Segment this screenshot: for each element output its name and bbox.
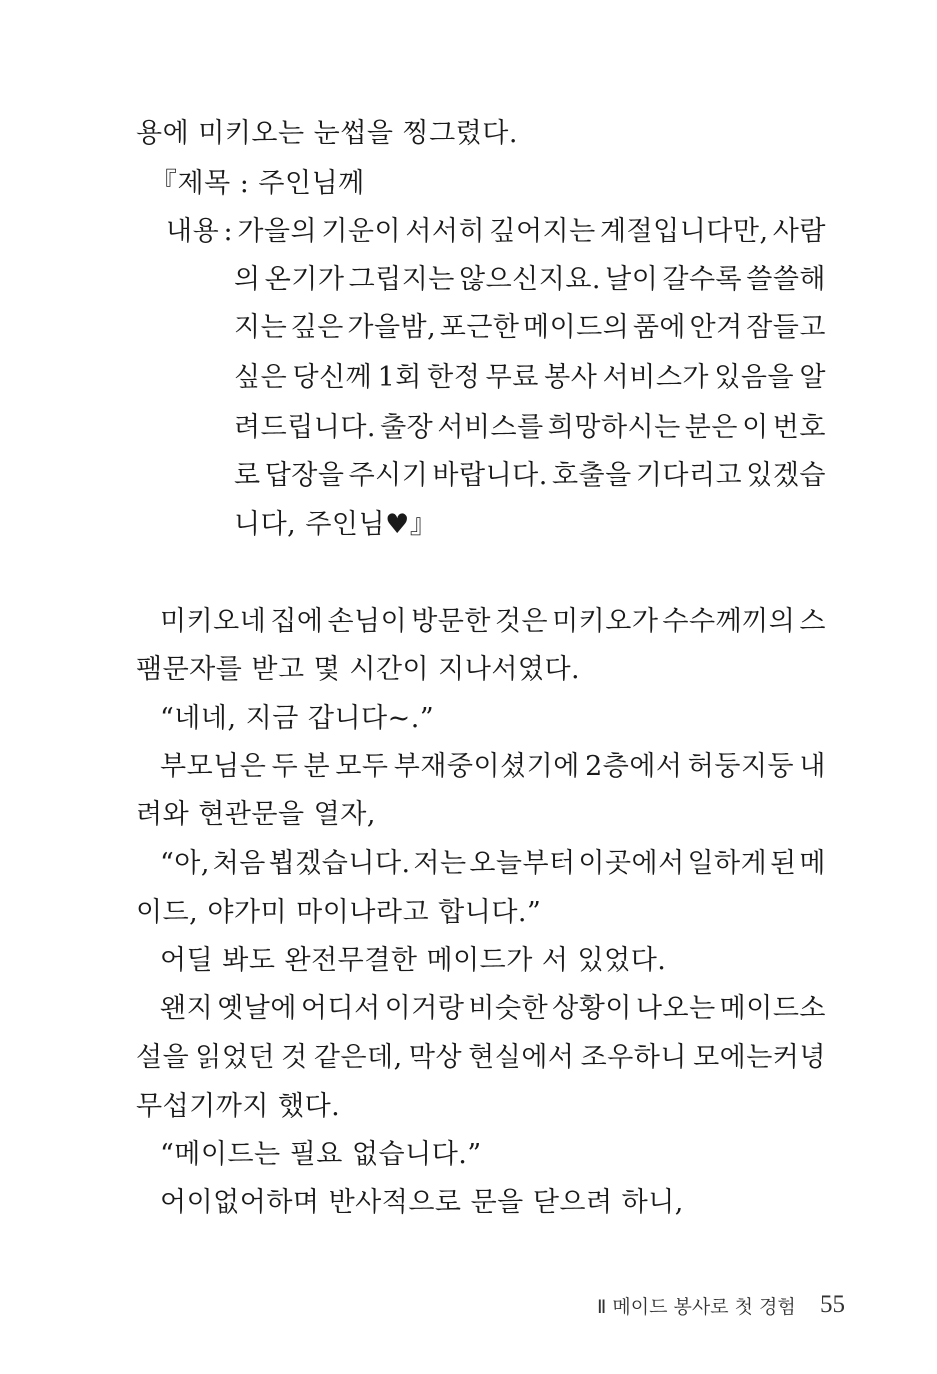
text-line-sms-content: 려드립니다. 출장 서비스를 희망하시는 분은 이 번호 [234,412,826,443]
text-line: 어이없어하며 반사적으로 문을 닫으려 하니, [160,1187,684,1218]
text-line: 미키오네 집에 손님이 방문한 것은 미키오가 수수께끼의 스 [160,606,826,637]
text-line: 팸문자를 받고 몇 시간이 지나서였다. [136,654,581,685]
text-line: 부모님은 두 분 모두 부재중이셨기에 2층에서 허둥지둥 내 [160,751,826,782]
text-line-dialogue: “네네, 지금 갑니다~.” [160,703,435,734]
text-line-sms-content: 싶은 당신께 1회 한정 무료 봉사 서비스가 있음을 알 [234,362,826,393]
text-line: 무섭기까지 했다. [136,1091,341,1122]
text-line-dialogue: 이드, 야가미 마이나라고 합니다.” [136,897,542,928]
text-line-sms-content: 지는 깊은 가을밤, 포근한 메이드의 품에 안겨 잠들고 [234,312,826,343]
text-line-sms-content: 내용 : 가을의 기운이 서서히 깊어지는 계절입니다만, 사람 [166,216,826,247]
text-line: 려와 현관문을 열자, [136,799,376,830]
text-line-dialogue: “아, 처음 뵙겠습니다. 저는 오늘부터 이곳에서 일하게 된 메 [160,848,826,879]
text-line-dialogue: “메이드는 필요 없습니다.” [160,1139,482,1170]
running-footer-section-title: Ⅱ 메이드 봉사로 첫 경험 [597,1296,796,1318]
text-line-sms-content: 로 답장을 주시기 바랍니다. 호출을 기다리고 있겠습 [234,460,826,491]
text-line: 용에 미키오는 눈썹을 찡그렸다. [136,118,518,149]
text-line: 왠지 옛날에 어디서 이거랑 비슷한 상황이 나오는 메이드소 [160,993,826,1024]
text-line-sms-title: 『제목 : 주인님께 [150,168,365,199]
text-line: 어딜 봐도 완전무결한 메이드가 서 있었다. [160,945,667,976]
page-number: 55 [820,1291,845,1318]
text-line: 설을 읽었던 것 같은데, 막상 현실에서 조우하니 모에는커녕 [136,1042,826,1073]
text-line-sms-content: 의 온기가 그립지는 않으신지요. 날이 갈수록 쓸쓸해 [234,264,826,295]
text-line-sms-content: 니다, 주인님♥』 [234,509,438,540]
